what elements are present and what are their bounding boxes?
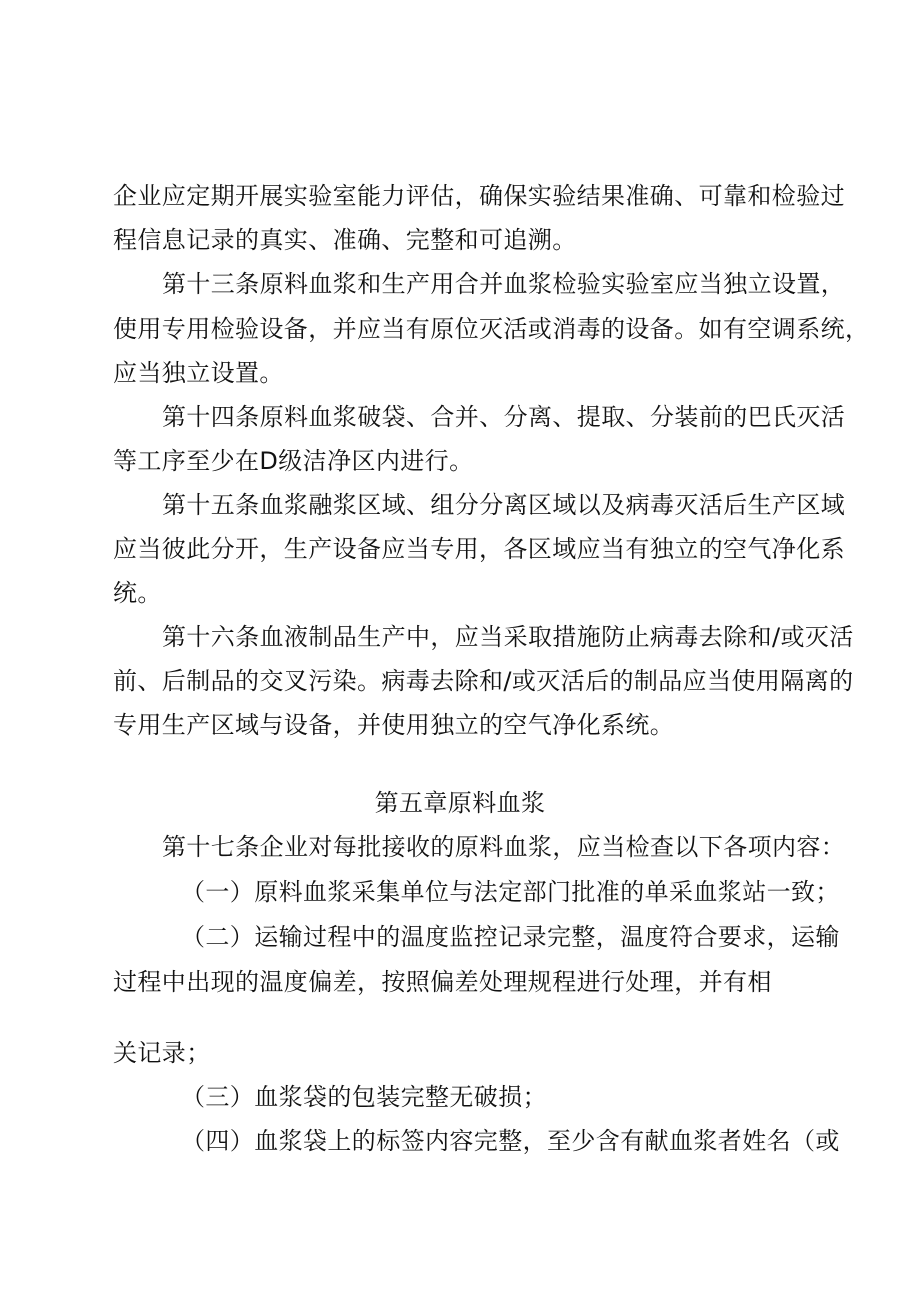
article-17-start: 第十七条企业对每批接收的原料血浆，应当检查以下各项内容： bbox=[162, 833, 846, 861]
text-line: 关记录； bbox=[113, 1039, 211, 1067]
text-line: 统。 bbox=[113, 579, 162, 607]
text-line: 应当彼此分开，生产设备应当专用，各区域应当有独立的空气净化系 bbox=[113, 535, 845, 563]
article-14-start: 第十四条原料血浆破袋、合并、分离、提取、分装前的巴氏灭活 bbox=[162, 403, 846, 431]
text-line: 过程中出现的温度偏差，按照偏差处理规程进行处理，并有相 bbox=[113, 968, 772, 996]
list-item: （三）血浆袋的包装完整无破损； bbox=[181, 1083, 547, 1111]
text-line: 等工序至少在D级洁净区内进行。 bbox=[113, 447, 474, 475]
text-line: 使用专用检验设备，并应当有原位灭活或消毒的设备。如有空调系统， bbox=[113, 315, 870, 343]
text-line: 企业应定期开展实验室能力评估，确保实验结果准确、可靠和检验过 bbox=[113, 182, 845, 210]
list-item: （四）血浆袋上的标签内容完整，至少含有献血浆者姓名（或 bbox=[181, 1127, 840, 1155]
article-15-start: 第十五条血浆融浆区域、组分分离区域以及病毒灭活后生产区域 bbox=[162, 491, 846, 519]
article-13-start: 第十三条原料血浆和生产用合并血浆检验实验室应当独立设置， bbox=[162, 270, 846, 298]
article-16-start: 第十六条血液制品生产中，应当采取措施防止病毒去除和/或灭活 bbox=[162, 623, 854, 651]
text-line: 程信息记录的真实、准确、完整和可追溯。 bbox=[113, 226, 577, 254]
list-item: （一）原料血浆采集单位与法定部门批准的单采血浆站一致； bbox=[181, 878, 840, 906]
text-line: 前、后制品的交叉污染。病毒去除和/或灭活后的制品应当使用隔离的 bbox=[113, 667, 854, 695]
chapter-heading: 第五章原料血浆 bbox=[374, 789, 546, 817]
text-line: 专用生产区域与设备，并使用独立的空气净化系统。 bbox=[113, 711, 675, 739]
text-line: 应当独立设置。 bbox=[113, 359, 284, 387]
list-item: （二）运输过程中的温度监控记录完整，温度符合要求，运输 bbox=[181, 923, 840, 951]
